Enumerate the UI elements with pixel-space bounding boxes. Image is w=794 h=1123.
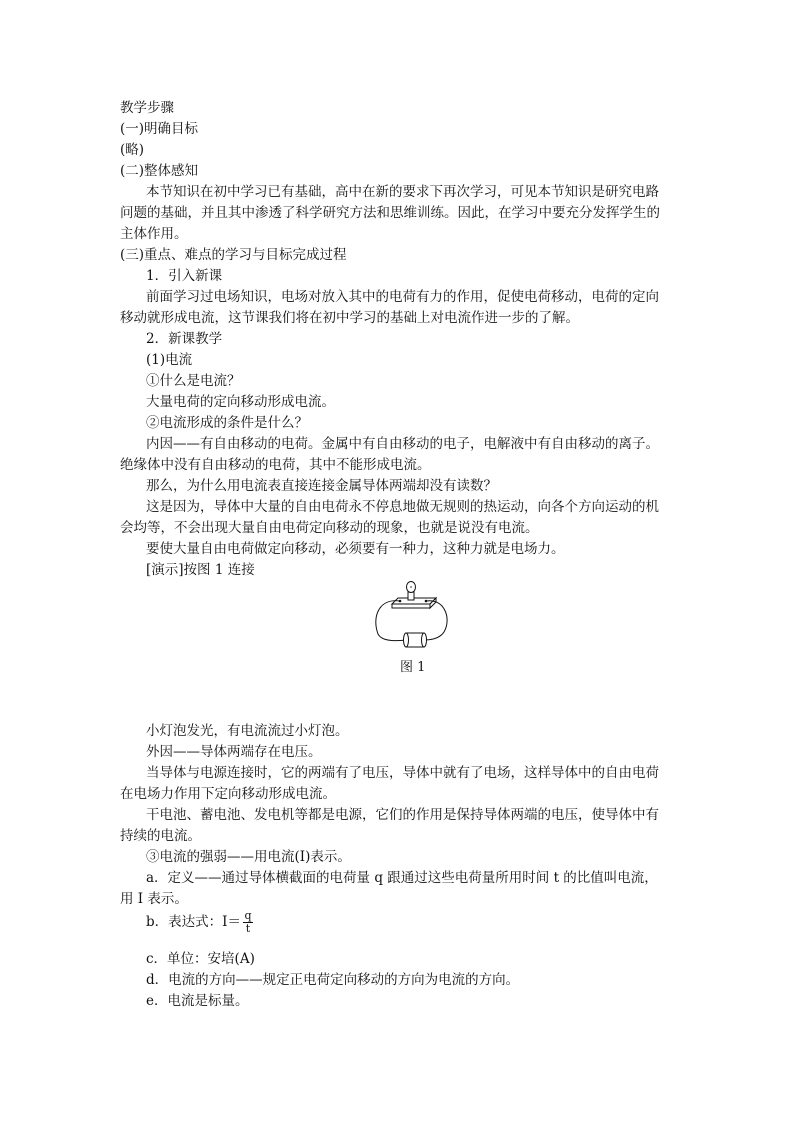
subsection-new-lesson: 2．新课教学 (146, 331, 223, 347)
paragraph-line: 外因——导体两端存在电压。 (146, 744, 322, 760)
lamp-holder (408, 592, 414, 600)
section-key-points: (三)重点、难点的学习与目标完成过程 (120, 247, 347, 263)
circuit-figure (370, 578, 460, 658)
paragraph-line: 问题的基础，并且其中渗透了科学研究方法和思维训练。因此，在学习中要充分发挥学生的 (120, 205, 660, 221)
formula-prefix: b．表达式：I＝ (146, 914, 241, 930)
formula-numerator: q (244, 909, 252, 922)
paragraph-line: 这是因为，导体中大量的自由电荷永不停息地做无规则的热运动，向各个方向运动的机 (146, 499, 659, 515)
subsection-intro: 1．引入新课 (146, 268, 223, 284)
item-current: (1)电流 (146, 352, 193, 368)
paragraph-line: 大量电荷的定向移动形成电流。 (146, 394, 335, 410)
paragraph-line: 前面学习过电场知识，电场对放入其中的电荷有力的作用，促使电荷移动，电荷的定向 (146, 289, 659, 305)
text-omitted: (略) (120, 142, 145, 158)
unit-line: c．单位：安培(A) (146, 951, 255, 967)
paragraph-line: 内因——有自由移动的电荷。金属中有自由移动的电子，电解液中有自由移动的离子。 (146, 436, 659, 452)
direction-line: d．电流的方向——规定正电荷定向移动的方向为电流的方向。 (146, 972, 520, 988)
paragraph-line: 会均等，不会出现大量自由电荷定向移动的现象，也就是说没有电流。 (120, 520, 539, 536)
section-goals: (一)明确目标 (120, 121, 199, 137)
heading-teaching-steps: 教学步骤 (120, 100, 174, 116)
battery-end-right (422, 633, 427, 647)
paragraph-line: 干电池、蓄电池、发电机等都是电源，它们的作用是保持导体两端的电压，使导体中有 (146, 807, 659, 823)
paragraph-line: 当导体与电源连接时，它的两端有了电压，导体中就有了电场，这样导体中的自由电荷 (146, 765, 659, 781)
board-front (392, 604, 430, 608)
demo-instruction: [演示]按图 1 连接 (146, 562, 255, 578)
definition-line: 用 I 表示。 (120, 891, 188, 907)
paragraph-line: ③电流的强弱——用电流(I)表示。 (146, 849, 351, 865)
figure-caption: 图 1 (400, 660, 426, 675)
paragraph-line: 在电场力作用下定向移动形成电流。 (120, 786, 336, 802)
scalar-line: e．电流是标量。 (146, 993, 249, 1009)
question-what-is-current: ①什么是电流？ (146, 373, 241, 389)
paragraph-line: 那么，为什么用电流表直接连接金属导体两端却没有读数？ (146, 478, 497, 494)
formula-denominator: t (245, 922, 251, 935)
battery-end-left (404, 633, 409, 647)
definition-line: a．定义——通过导体横截面的电荷量 q 跟通过这些电荷量所用时间 t 的比值叫电流， (146, 870, 658, 886)
paragraph-line: 本节知识在初中学习已有基础，高中在新的要求下再次学习，可见本节知识是研究电路 (146, 184, 659, 200)
formula-fraction (243, 910, 253, 935)
paragraph-line: 持续的电流。 (120, 828, 201, 844)
paragraph-line: 主体作用。 (120, 226, 188, 242)
question-conditions: ②电流形成的条件是什么？ (146, 415, 308, 431)
paragraph-line: 小灯泡发光，有电流流过小灯泡。 (146, 723, 349, 739)
section-overview: (二)整体感知 (120, 163, 199, 179)
paragraph-line: 移动就形成电流，这节课我们将在初中学习的基础上对电流作进一步的了解。 (120, 310, 579, 326)
paragraph-line: 绝缘体中没有自由移动的电荷，其中不能形成电流。 (120, 457, 431, 473)
formula-line (146, 910, 253, 935)
paragraph-line: 要使大量自由电荷做定向移动，必须要有一种力，这种力就是电场力。 (146, 541, 565, 557)
